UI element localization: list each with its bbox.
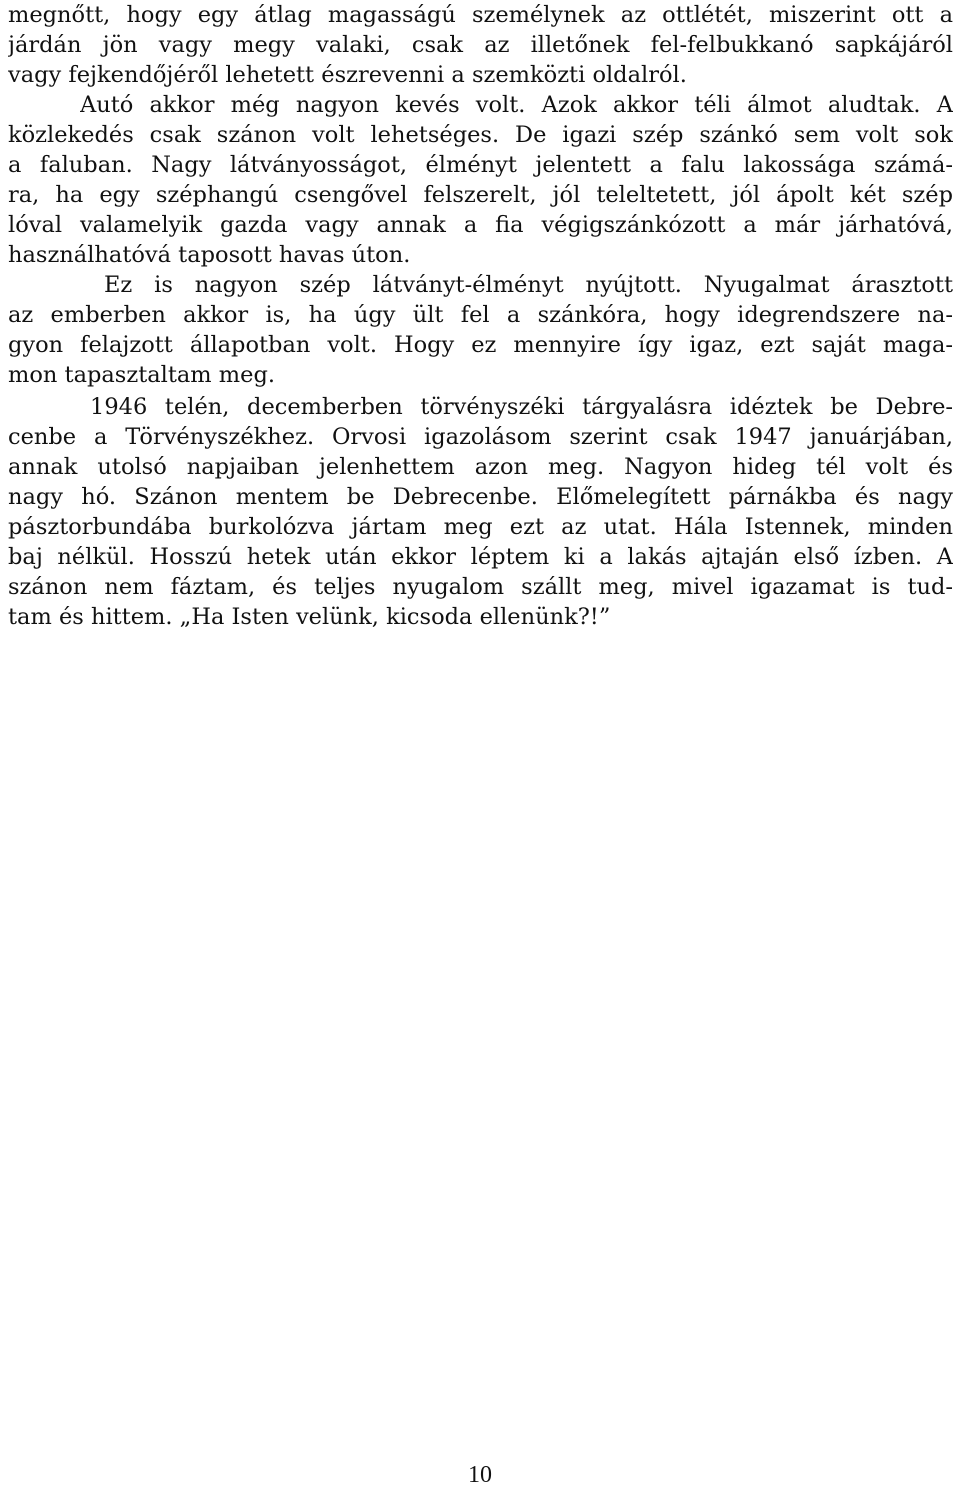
- text-line: szánon nem fáztam, és teljes nyugalom szállt meg, mivel igazamat is tud-: [8, 574, 953, 600]
- text-line: cenbe a Törvényszékhez. Orvosi igazolásom szerint csak 1947 januárjában,: [8, 424, 953, 450]
- text-line: gyon felajzott állapotban volt. Hogy ez mennyire így igaz, ezt saját maga-: [8, 332, 953, 358]
- text-line: a faluban. Nagy látványosságot, élményt jelentett a falu lakossága számá-: [8, 152, 953, 178]
- text-line: nagy hó. Szánon mentem be Debrecenbe. Előmelegített párnákba és nagy: [8, 484, 953, 510]
- page-number: 10: [468, 1462, 492, 1488]
- text-line: vagy fejkendőjéről lehetett észrevenni a szemközti oldalról.: [8, 62, 687, 88]
- text-line: annak utolsó napjaiban jelenhettem azon meg. Nagyon hideg tél volt és: [8, 454, 953, 480]
- text-line: Ez is nagyon szép látványt-élményt nyújtott. Nyugalmat árasztott: [104, 272, 953, 298]
- text-line: közlekedés csak szánon volt lehetséges. De igazi szép szánkó sem volt sok: [8, 122, 953, 148]
- text-line: 1946 telén, decemberben törvényszéki tárgyalásra idéztek be Debre-: [90, 394, 953, 420]
- text-line: megnőtt, hogy egy átlag magasságú személynek az ottlétét, miszerint ott a: [8, 2, 953, 28]
- text-line: járdán jön vagy megy valaki, csak az illetőnek fel-felbukkanó sapkájáról: [8, 32, 953, 58]
- text-line: használhatóvá taposott havas úton.: [8, 242, 411, 268]
- text-line: pásztorbundába burkolózva jártam meg ezt az utat. Hála Istennek, minden: [8, 514, 953, 540]
- text-line: tam és hittem. „Ha Isten velünk, kicsoda ellenünk?!”: [8, 604, 611, 630]
- text-line: mon tapasztaltam meg.: [8, 362, 276, 388]
- text-line: ra, ha egy széphangú csengővel felszerelt, jól teleltetett, jól ápolt két szép: [8, 182, 953, 208]
- text-line: Autó akkor még nagyon kevés volt. Azok akkor téli álmot aludtak. A: [80, 92, 953, 118]
- text-line: az emberben akkor is, ha úgy ült fel a szánkóra, hogy idegrendszere na-: [8, 302, 953, 328]
- text-line: baj nélkül. Hosszú hetek után ekkor léptem ki a lakás ajtaján első ízben. A: [8, 544, 953, 570]
- text-line: lóval valamelyik gazda vagy annak a fia végigszánkózott a már járhatóvá,: [8, 212, 953, 238]
